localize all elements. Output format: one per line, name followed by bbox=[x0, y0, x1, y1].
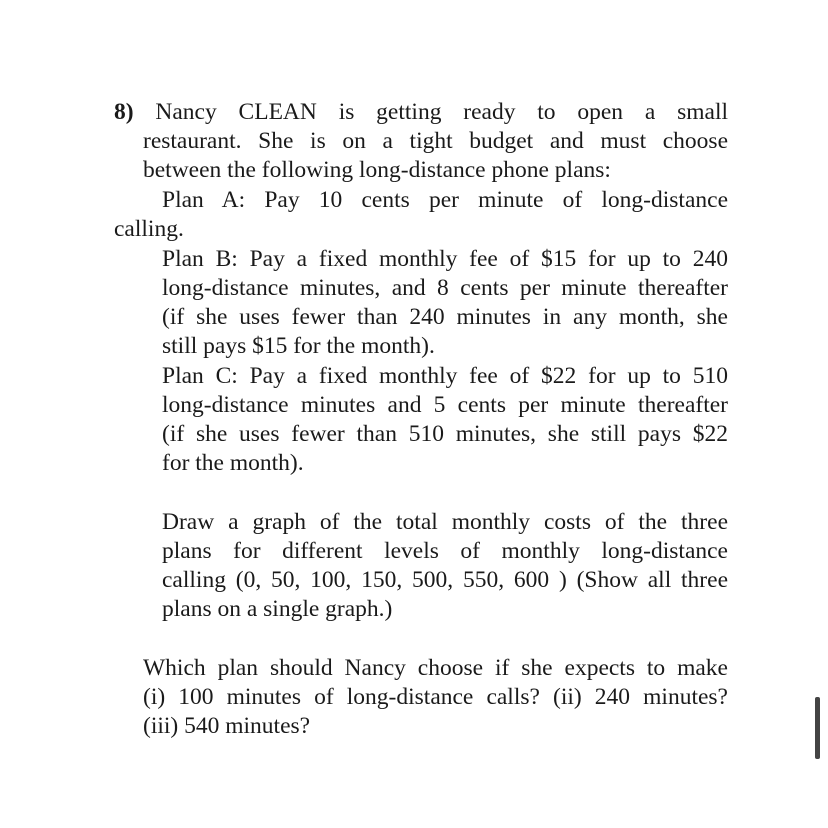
question-line-1: Which plan should Nancy choose if she expects to make bbox=[143, 655, 728, 681]
plan-a-line-1: Plan A: Pay 10 cents per minute of long-distance bbox=[162, 187, 728, 213]
problem-intro-line-2: restaurant. She is on a tight budget and must choose bbox=[143, 128, 728, 154]
plan-b-line-1: Plan B: Pay a fixed monthly fee of $15 for up to 240 bbox=[162, 246, 728, 272]
graph-task-line-4: plans on a single graph.) bbox=[162, 596, 393, 622]
graph-task-line-2: plans for different levels of monthly long-distance bbox=[162, 538, 728, 564]
plan-c-line-1: Plan C: Pay a fixed monthly fee of $22 for up to 510 bbox=[162, 363, 728, 389]
question-line-2: (i) 100 minutes of long-distance calls? (ii) 240 minutes? bbox=[143, 684, 728, 710]
graph-task-line-1: Draw a graph of the total monthly costs of the three bbox=[162, 509, 728, 535]
plan-b-line-4: still pays $15 for the month). bbox=[162, 333, 435, 359]
plan-c-line-3: (if she uses fewer than 510 minutes, she still pays $22 bbox=[162, 421, 728, 447]
scrollbar[interactable] bbox=[815, 697, 820, 759]
plan-a-line-2: calling. bbox=[114, 216, 184, 242]
question-line-3: (iii) 540 minutes? bbox=[143, 713, 311, 739]
plan-c-line-4: for the month). bbox=[162, 450, 304, 476]
problem-intro-line-1: 8) Nancy CLEAN is getting ready to open a small bbox=[114, 99, 729, 125]
graph-task-line-3: calling (0, 50, 100, 150, 500, 550, 600 ) (Show all three bbox=[162, 567, 728, 593]
plan-b-line-3: (if she uses fewer than 240 minutes in any month, she bbox=[162, 304, 728, 330]
problem-number: 8) bbox=[114, 99, 134, 125]
plan-c-line-2: long-distance minutes and 5 cents per minute thereafter bbox=[162, 392, 728, 418]
plan-b-line-2: long-distance minutes, and 8 cents per minute thereafter bbox=[162, 275, 728, 301]
problem-intro-line-3: between the following long-distance phone plans: bbox=[143, 157, 611, 183]
